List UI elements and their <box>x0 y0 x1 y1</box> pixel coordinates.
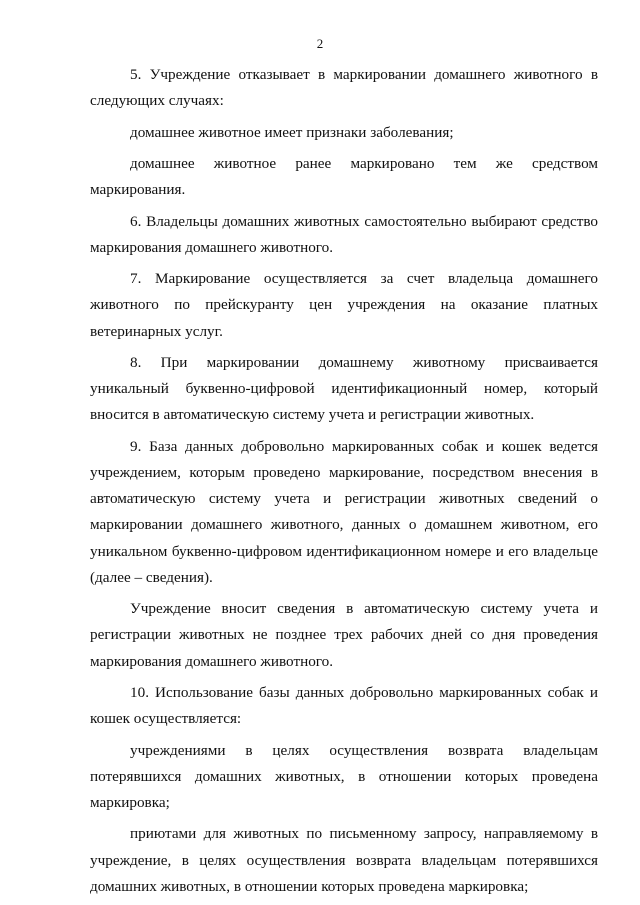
paragraph-5-case-already-marked: домашнее животное ранее маркировано тем же средством маркирования. <box>90 154 598 199</box>
paragraph-6: 6. Владельцы домашних животных самостоятельно выбирают средство маркирования домашнего животного. <box>90 212 598 256</box>
document-body <box>90 62 598 904</box>
paragraph-8: 8. При маркировании домашнему животному присваивается уникальный буквенно-цифровой идентификационный номер, который вносится в автоматическую систему учета и регистрации животных. <box>90 353 598 424</box>
paragraph-5-case-disease: домашнее животное имеет признаки заболевания; <box>130 123 454 141</box>
paragraph-9-deadline: Учреждение вносит сведения в автоматическую систему учета и регистрации животных не позднее трех рабочих дней со дня проведения маркирования домашнего животного. <box>90 600 598 670</box>
paragraph-9: 9. База данных добровольно маркированных собак и кошек ведется учреждением, которым проведено маркирование, посредством внесения в автоматическую систему учета и регистрации животных сведений о маркировании домашнего животного, данных о домашнем животном, его уникальном буквенно-цифровом идентификационном номере и его владельце (далее – сведения). <box>90 437 598 586</box>
paragraph-10-intro: 10. Использование базы данных добровольно маркированных собак и кошек осуществляется: <box>90 683 598 728</box>
paragraph-10-shelters: приютами для животных по письменному запросу, направляемому в учреждение, в целях осуществления возврата владельцам потерявшихся домашних животных, в отношении которых проведена маркировка; <box>90 825 598 895</box>
paragraph-10-institutions: учреждениями в целях осуществления возврата владельцам потерявшихся домашних животных, в отношении которых проведена маркировка; <box>90 741 598 811</box>
paragraph-7: 7. Маркирование осуществляется за счет владельца домашнего животного по прейскуранту цен учреждения на оказание платных ветеринарных услуг. <box>90 270 598 340</box>
paragraph-5-intro: 5. Учреждение отказывает в маркировании домашнего животного в следующих случаях: <box>90 66 598 110</box>
page-number: 2 <box>316 36 324 51</box>
